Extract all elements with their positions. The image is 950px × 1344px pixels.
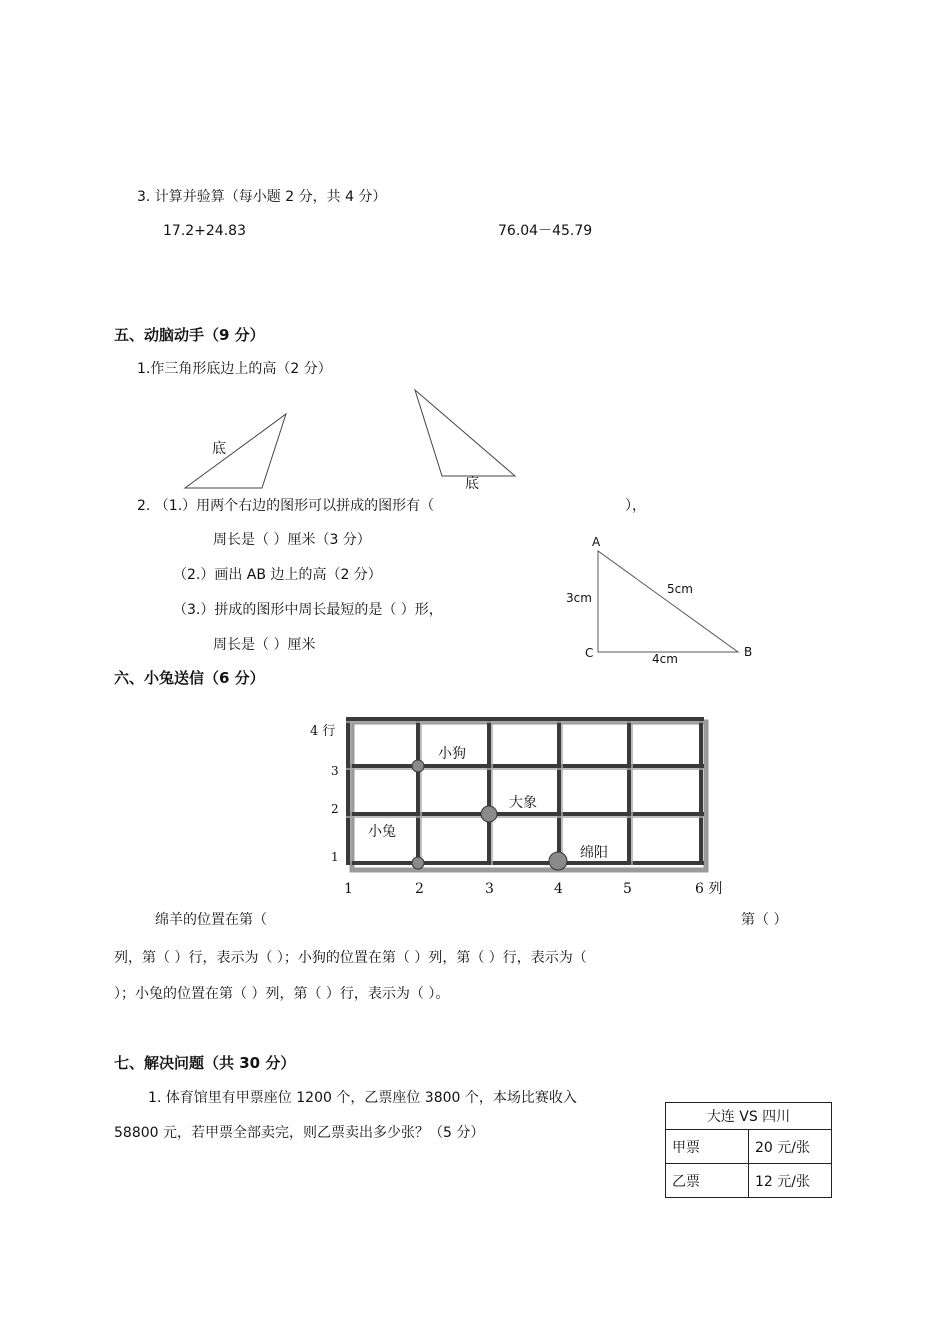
table-row	[666, 1103, 832, 1130]
vertex-c-label: C	[585, 646, 594, 660]
side-cb-label: 4cm	[652, 652, 678, 666]
calc-expression-2: 76.04－45.79	[498, 223, 593, 239]
q2-line4: （3.）拼成的图形中周长最短的是（ ）形，	[173, 602, 443, 618]
elephant-label: 大象	[509, 795, 537, 811]
problem-1-line1: 1. 体育馆里有甲票座位 1200 个，乙票座位 3800 个，本场比赛收入	[148, 1090, 577, 1106]
rabbit-dot	[412, 857, 424, 869]
col-label-1: 1	[344, 881, 353, 897]
side-ab-label: 5cm	[667, 582, 693, 596]
q2-line1-end: ），	[625, 498, 646, 514]
col-label-2: 2	[415, 881, 424, 897]
row-label-1: 1	[331, 850, 339, 864]
base-label-left: 底	[212, 441, 226, 457]
sheep-label: 绵阳	[580, 845, 608, 861]
position-line2: 列，第（ ）行，表示为（ ）；小狗的位置在第（ ）列，第（ ）行，表示为（	[114, 950, 587, 966]
side-ac-label: 3cm	[566, 591, 592, 605]
row-label-3: 3	[331, 764, 339, 778]
section-6-title: 六、小兔送信（6 分）	[114, 669, 265, 687]
dog-dot	[412, 760, 424, 772]
table-row	[666, 1164, 832, 1198]
q2-line2: 周长是（ ）厘米（3 分）	[213, 532, 371, 548]
position-line3: ）；小兔的位置在第（ ）列，第（ ）行，表示为（ ）。	[114, 986, 450, 1002]
q2-line5: 周长是（ ）厘米	[213, 637, 316, 653]
calc-question-title: 3. 计算并验算（每小题 2 分，共 4 分）	[137, 189, 387, 205]
col-label-4: 4	[554, 881, 563, 897]
q1-title: 1.作三角形底边上的高（2 分）	[137, 361, 332, 377]
base-label-right: 底	[465, 476, 479, 492]
q2-line1: 2. （1.）用两个右边的图形可以拼成的图形有（	[137, 498, 435, 514]
col-label-5: 5	[623, 881, 632, 897]
section-7-title: 七、解决问题（共 30 分）	[114, 1054, 296, 1072]
sheep-dot	[549, 852, 567, 870]
rabbit-label: 小兔	[368, 824, 396, 840]
q2-line3: （2.）画出 AB 边上的高（2 分）	[173, 567, 382, 583]
ticket-name-yi: 乙票	[666, 1164, 749, 1198]
row-label-2: 2	[331, 802, 339, 816]
position-line1-start: 绵羊的位置在第（	[155, 912, 267, 928]
row-label-4: 4 行	[310, 724, 336, 739]
section-5-title: 五、动脑动手（9 分）	[114, 326, 265, 344]
problem-1-line2: 58800 元，若甲票全部卖完，则乙票卖出多少张？（5 分）	[114, 1125, 485, 1141]
col-label-6: 6 列	[695, 881, 723, 897]
ticket-price-jia: 20 元/张	[749, 1130, 832, 1164]
elephant-dot	[481, 806, 497, 822]
vertex-b-label: B	[744, 645, 753, 659]
ticket-price-table	[665, 1102, 832, 1198]
table-header: 大连 VS 四川	[666, 1103, 832, 1130]
calc-expression-1: 17.2+24.83	[163, 223, 246, 239]
ticket-price-yi: 12 元/张	[749, 1164, 832, 1198]
vertex-a-label: A	[592, 535, 601, 549]
table-row	[666, 1130, 832, 1164]
dog-label: 小狗	[438, 746, 466, 762]
position-line1-end: 第（ ）	[741, 912, 788, 928]
ticket-name-jia: 甲票	[666, 1130, 749, 1164]
col-label-3: 3	[485, 881, 494, 897]
